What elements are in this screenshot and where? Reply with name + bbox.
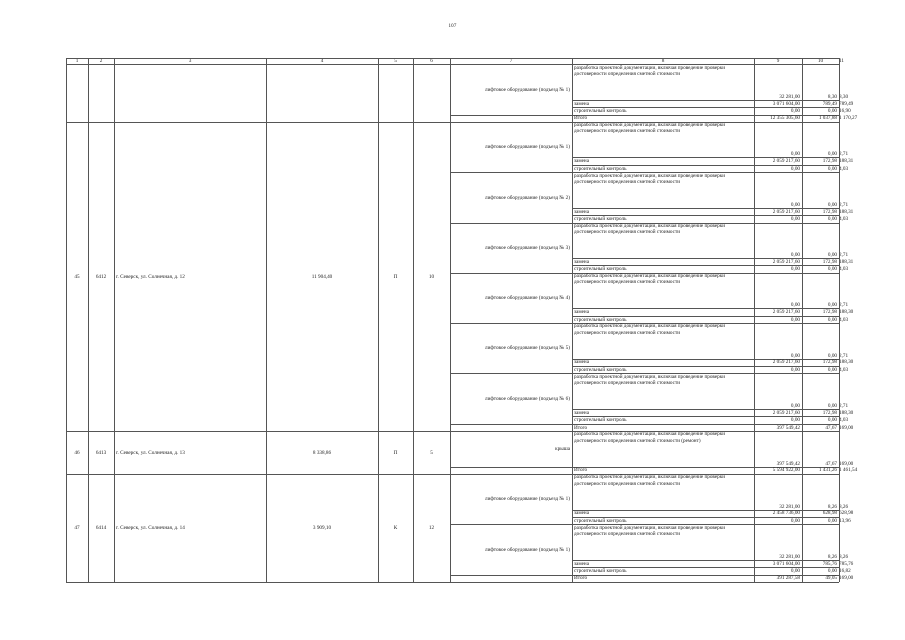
column-header-7: 7 [509,58,513,65]
total-unit-cell: 47,67 [825,424,837,431]
work-type-cell: строительный контроль [574,366,627,373]
element-cell: лифтовое оборудование (подъезд № 1) [485,496,570,503]
house-floors: 5 [430,449,433,456]
total-cost-cell: 391 287,58 [776,575,800,582]
total-unit-cell: 1 431,26 [818,467,837,474]
house-letter: П [393,273,398,280]
table-rule [413,58,414,582]
element-cell: крыша [555,445,570,452]
unit-cost-cell: 0,00 [827,215,837,222]
table-rule [839,58,840,582]
limit-cost-cell: 188,31 [839,258,854,265]
cost-cell: 2 059 217,60 [772,309,800,316]
table-rule [88,58,89,582]
limit-cost-cell: 4,03 [839,366,849,373]
work-type-cell: разработка проектной документации, включая проведение проверки достоверности определения сметной стоимости [574,122,726,135]
total-label: Итого [574,115,588,122]
work-type-cell: замена [574,359,590,366]
house-code: 6412 [95,273,107,280]
column-header-2: 2 [99,58,103,65]
table-rule [572,58,573,582]
limit-cost-cell: 188,30 [839,409,854,416]
limit-cost-cell: 4,03 [839,417,849,424]
limit-cost-cell: 4,03 [839,215,849,222]
total-unit-cell: 1 037,88 [818,115,837,122]
cost-cell: 2 059 217,60 [772,258,800,265]
house-area: 11 904,40 [311,273,333,280]
house-address: г. Северск, ул. Солнечная, д. 13 [116,449,185,456]
limit-cost-cell: 8,30 [839,93,849,100]
limit-cost-cell: 169,00 [839,460,854,467]
table-rule [450,582,839,583]
table-rule [802,58,803,582]
limit-cost-cell: 188,31 [839,158,854,165]
unit-cost-cell: 0,00 [827,517,837,524]
house-letter: К [393,525,398,532]
unit-cost-cell: 0,00 [827,201,837,208]
column-header-8: 8 [661,58,665,65]
work-type-cell: замена [574,258,590,265]
work-type-cell: строительный контроль [574,107,627,114]
house-code: 6414 [95,525,107,532]
column-header-3: 3 [188,58,192,65]
row-number: 45 [74,273,80,280]
cost-cell: 2 059 217,60 [772,409,800,416]
house-area: 3 909,10 [312,525,332,532]
row-number: 46 [74,449,80,456]
element-cell: лифтовое оборудование (подъезд № 2) [485,194,570,201]
cost-cell: 32 281,00 [779,93,800,100]
total-cost-cell: 397 549,42 [776,424,800,431]
work-type-cell: разработка проектной документации, включая проведение проверки достоверности определения сметной стоимости [574,222,726,236]
table-rule [450,58,451,582]
house-address: г. Северск, ул. Солнечная, д. 14 [116,525,185,532]
work-type-cell: замена [574,158,590,165]
house-floors: 10 [428,273,435,280]
work-type-cell: замена [574,309,590,316]
unit-cost-cell: 0,00 [827,568,837,575]
work-type-cell: разработка проектной документации, включая проведение проверки достоверности определения сметной стоимости [574,172,726,185]
column-header-10: 10 [817,58,824,65]
limit-cost-cell: 2,71 [839,151,849,158]
limit-cost-cell: 4,03 [839,316,849,323]
unit-cost-cell: 785,76 [822,560,837,567]
work-type-cell: разработка проектной документации, включая проведение проверки достоверности определения сметной стоимости [574,373,726,386]
cost-cell: 0,00 [790,151,800,158]
work-type-cell: строительный контроль [574,417,627,424]
unit-cost-cell: 0,00 [827,366,837,373]
unit-cost-cell: 0,00 [827,252,837,258]
work-type-cell: замена [574,208,590,215]
cost-cell: 0,00 [790,316,800,323]
cost-cell: 2 059 217,60 [772,359,800,366]
cost-cell: 0,00 [790,165,800,172]
column-header-11: 11 [839,58,844,65]
limit-cost-cell: 2,71 [839,402,849,409]
work-type-cell: строительный контроль [574,568,627,575]
house-letter: П [393,449,398,456]
column-header-5: 5 [394,58,397,65]
cost-cell: 397 549,42 [776,460,800,467]
limit-cost-cell: 188,31 [839,208,854,215]
work-type-cell: замена [574,100,590,107]
unit-cost-cell: 8,26 [827,503,837,510]
limit-cost-cell: 4,03 [839,165,849,172]
cost-cell: 0,00 [790,252,800,258]
house-code: 6413 [95,449,107,456]
house-address: г. Северск, ул. Солнечная, д. 12 [116,273,185,280]
unit-cost-cell: 0,00 [827,417,837,424]
unit-cost-cell: 172,98 [822,208,837,215]
work-type-cell: замена [574,560,590,567]
column-header-9: 9 [776,58,780,65]
unit-cost-cell: 789,49 [822,100,837,107]
cost-cell: 0,00 [790,215,800,222]
cost-cell: 32 281,00 [779,503,800,510]
cost-cell: 32 281,00 [779,553,800,560]
unit-cost-cell: 172,98 [822,309,837,316]
table-rule [450,575,572,576]
cost-cell: 0,00 [790,266,800,273]
total-label: Итого [574,575,588,582]
unit-cost-cell: 0,00 [827,151,837,158]
limit-cost-cell: 4,03 [839,266,849,273]
total-cost-cell: 5 594 922,00 [772,467,800,474]
table-rule [754,58,755,582]
limit-cost-cell: 8,26 [839,503,849,510]
work-type-cell: разработка проектной документации, включая проведение проверки достоверности определения сметной стоимости [574,273,726,286]
table-rule [66,582,450,583]
unit-cost-cell: 0,00 [827,352,837,359]
unit-cost-cell: 628,98 [822,510,837,517]
unit-cost-cell: 47,67 [825,460,837,467]
work-type-cell: разработка проектной документации, включая проведение проверки достоверности определения сметной стоимости [574,524,726,537]
work-type-cell: строительный контроль [574,266,627,273]
limit-cost-cell: 628,98 [839,510,854,517]
table-rule [66,58,67,582]
work-type-cell: строительный контроль [574,316,627,323]
cost-cell: 2 059 217,60 [772,208,800,215]
unit-cost-cell: 0,00 [827,302,837,309]
limit-cost-cell: 8,26 [839,553,849,560]
work-type-cell: разработка проектной документации, включая проведение проверки достоверности определения сметной стоимости (ремонт) [574,431,726,444]
limit-cost-cell: 16,90 [839,107,851,114]
page-number: 107 [448,24,457,29]
repair-schedule-table [66,58,858,594]
unit-cost-cell: 8,26 [827,553,837,560]
work-type-cell: строительный контроль [574,517,627,524]
element-cell: лифтовое оборудование (подъезд № 1) [485,144,570,151]
limit-cost-cell: 785,76 [839,560,854,567]
house-floors: 12 [428,525,435,532]
cost-cell: 2 458 736,00 [772,510,800,517]
table-rule [66,58,839,59]
work-type-cell: разработка проектной документации, включая проведение проверки достоверности определения сметной стоимости [574,474,726,487]
table-rule [378,58,379,582]
limit-cost-cell: 13,96 [839,517,851,524]
table-rule [450,467,572,468]
limit-cost-cell: 2,71 [839,252,849,258]
limit-cost-cell: 16,82 [839,568,851,575]
limit-cost-cell: 188,30 [839,359,854,366]
unit-cost-cell: 172,98 [822,409,837,416]
limit-cost-cell: 2,71 [839,352,849,359]
unit-cost-cell: 0,00 [827,316,837,323]
unit-cost-cell: 0,00 [827,165,837,172]
limit-cost-cell: 2,71 [839,201,849,208]
cost-cell: 0,00 [790,302,800,309]
cost-cell: 0,00 [790,201,800,208]
column-header-4: 4 [320,58,324,65]
cost-cell: 0,00 [790,107,800,114]
total-unit-cell: 49,05 [825,575,837,582]
unit-cost-cell: 0,00 [827,266,837,273]
cost-cell: 3 071 604,00 [772,560,800,567]
total-limit-cell: 169,00 [839,424,854,431]
unit-cost-cell: 8,30 [827,93,837,100]
work-type-cell: замена [574,510,590,517]
element-cell: лифтовое оборудование (подъезд № 4) [485,295,570,302]
cost-cell: 0,00 [790,366,800,373]
total-limit-cell: 169,00 [839,575,854,582]
cost-cell: 0,00 [790,352,800,359]
cost-cell: 0,00 [790,568,800,575]
element-cell: лифтовое оборудование (подъезд № 3) [485,244,570,251]
total-cost-cell: 12 355 305,60 [770,115,800,122]
work-type-cell: замена [574,409,590,416]
unit-cost-cell: 172,98 [822,158,837,165]
cost-cell: 0,00 [790,402,800,409]
unit-cost-cell: 172,98 [822,359,837,366]
total-label: Итого [574,424,588,431]
work-type-cell: разработка проектной документации, включая проведение проверки достоверности определения сметной стоимости [574,64,726,77]
total-limit-cell: 1 170,27 [839,115,858,122]
limit-cost-cell: 2,71 [839,302,849,309]
element-cell: лифтовое оборудование (подъезд № 5) [485,345,570,352]
table-rule [450,115,572,116]
cost-cell: 0,00 [790,517,800,524]
total-label: Итого [574,467,588,474]
cost-cell: 3 071 604,00 [772,100,800,107]
element-cell: лифтовое оборудование (подъезд № 6) [485,395,570,402]
unit-cost-cell: 172,98 [822,258,837,265]
work-type-cell: строительный контроль [574,165,627,172]
element-cell: лифтовое оборудование (подъезд № 1) [485,546,570,553]
unit-cost-cell: 0,00 [827,107,837,114]
column-header-6: 6 [430,58,433,65]
cost-cell: 0,00 [790,417,800,424]
total-limit-cell: 1 461,54 [839,467,858,474]
work-type-cell: разработка проектной документации, включая проведение проверки достоверности определения сметной стоимости [574,323,726,336]
table-rule [450,424,572,425]
column-header-1: 1 [75,58,79,65]
element-cell: лифтовое оборудование (подъезд № 1) [485,86,570,93]
limit-cost-cell: 789,49 [839,100,854,107]
work-type-cell: строительный контроль [574,215,627,222]
cost-cell: 2 059 217,60 [772,158,800,165]
table-rule [266,58,267,582]
row-number: 47 [74,525,80,532]
table-rule [114,58,115,582]
limit-cost-cell: 188,30 [839,309,854,316]
unit-cost-cell: 0,00 [827,402,837,409]
house-area: 8 338,86 [312,449,332,456]
